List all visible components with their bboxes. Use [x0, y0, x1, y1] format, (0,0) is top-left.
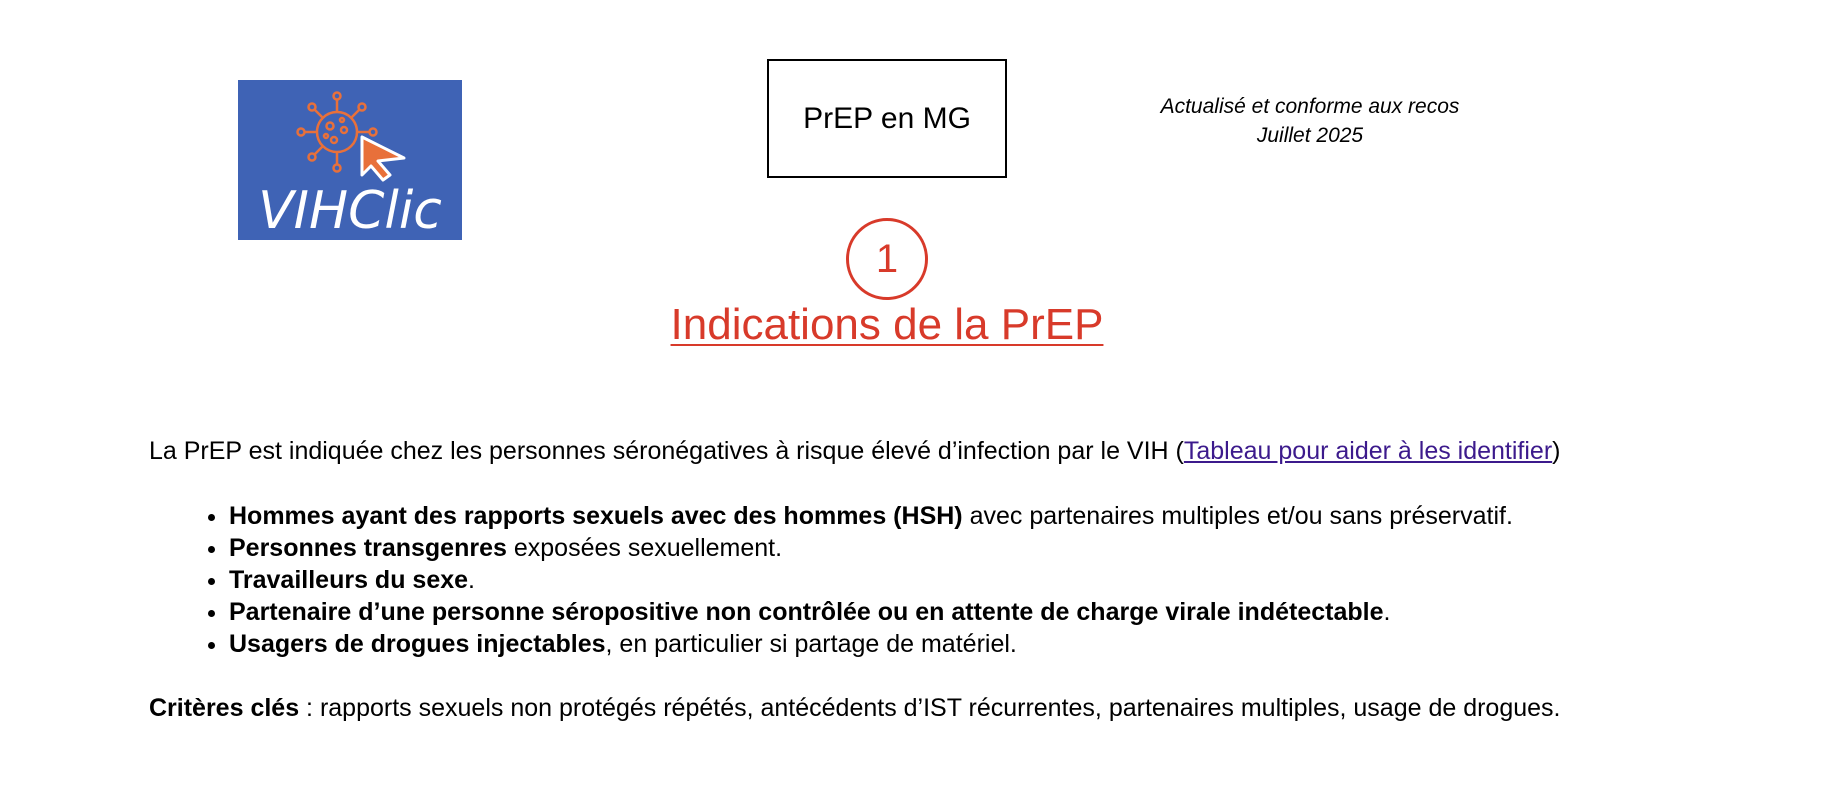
list-item-text: . — [1383, 598, 1391, 626]
list-item-text: . — [468, 566, 475, 594]
logo-text: VIHClic — [258, 181, 442, 240]
update-note — [1110, 92, 1510, 150]
intro-text-end: ) — [1552, 437, 1561, 465]
indications-list — [149, 500, 1513, 660]
list-item-bold: Hommes ayant des rapports sexuels avec des hommes (HSH) — [229, 502, 963, 530]
list-item-bold: Personnes transgenres — [229, 534, 507, 562]
key-criteria — [149, 694, 1561, 723]
list-item-bold: Travailleurs du sexe — [229, 566, 469, 594]
intro-paragraph — [149, 437, 1561, 466]
step-number: 1 — [875, 236, 899, 281]
list-item — [229, 564, 1513, 596]
list-item-text: exposées sexuellement. — [506, 534, 783, 562]
list-item-text: avec partenaires multiples et/ou sans préservatif. — [962, 502, 1513, 530]
list-item — [229, 596, 1513, 628]
list-item — [229, 500, 1513, 532]
key-criteria-label: Critères clés — [149, 694, 300, 722]
vihclic-logo[interactable] — [238, 80, 462, 240]
title-box — [767, 59, 1007, 178]
intro-text: La PrEP est indiquée chez les personnes séronégatives à risque élevé d’infection par le VIH ( — [149, 437, 1184, 465]
virus-cursor-icon — [238, 80, 462, 240]
section-title: Indications de la PrEP — [670, 300, 1104, 349]
key-criteria-text: : rapports sexuels non protégés répétés, antécédents d’IST récurrentes, partenaires multiples, usage de drogues. — [299, 694, 1561, 722]
list-item — [229, 532, 1513, 564]
list-item-text: , en particulier si partage de matériel. — [605, 630, 1017, 658]
update-note-line1: Actualisé et conforme aux recos — [1160, 95, 1460, 118]
step-number-badge — [846, 218, 928, 300]
update-note-line2: Juillet 2025 — [1256, 124, 1364, 147]
list-item-bold: Usagers de drogues injectables — [229, 630, 606, 658]
title-box-text: PrEP en MG — [803, 101, 971, 135]
list-item — [229, 628, 1513, 660]
identification-table-link[interactable]: Tableau pour aider à les identifier — [1183, 437, 1553, 465]
list-item-bold: Partenaire d’une personne séropositive non contrôlée ou en attente de charge virale indétectable — [229, 598, 1384, 626]
